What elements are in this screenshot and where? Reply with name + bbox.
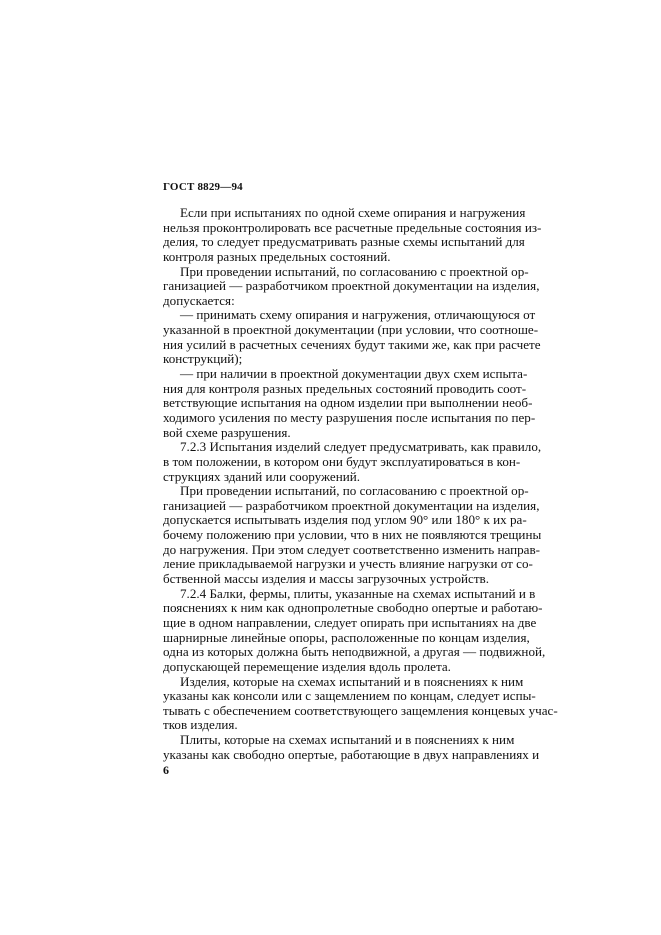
text-line: Если при испытаниях по одной схеме опирания и нагружения	[180, 205, 526, 220]
paragraph	[163, 732, 540, 762]
text-line: шарнирные линейные опоры, расположенные по концам изделия,	[163, 629, 530, 645]
text-line: ганизацией — разработчиком проектной документации на изделия,	[163, 497, 540, 513]
document-body	[163, 205, 558, 762]
text-line: струкциях зданий или сооружений.	[163, 468, 360, 484]
text-line: 7.2.3 Испытания изделий следует предусматривать, как правило,	[180, 439, 542, 455]
text-line: тков изделия.	[163, 717, 238, 733]
text-line: ветствующие испытания на одном изделии при выполнении необ-	[163, 395, 533, 411]
document-header: ГОСТ 8829—94	[163, 181, 243, 193]
text-line: допускается:	[163, 292, 235, 308]
text-line: вой схеме разрушения.	[163, 424, 291, 440]
page-number: 6	[163, 763, 169, 777]
text-line: делия, то следует предусматривать разные схемы испытаний для	[163, 234, 525, 250]
text-line: допускается испытывать изделия под углом 90° или 180° к их ра-	[163, 512, 527, 528]
text-line: Плиты, которые на схемах испытаний и в пояснениях к ним	[180, 732, 515, 748]
text-line: 7.2.4 Балки, фермы, плиты, указанные на схемах испытаний и в	[180, 585, 536, 601]
paragraph	[163, 483, 542, 587]
text-line: тывать с обеспечением соответствующего защемления концевых учас-	[163, 702, 558, 718]
text-line: указанной в проектной документации (при условии, что соотноше-	[163, 322, 539, 338]
text-line: указаны как консоли или с защемлением по концам, следует испы-	[163, 688, 536, 704]
text-line: конструкций);	[163, 351, 243, 367]
text-line: контроля разных предельных состояний.	[163, 248, 391, 264]
text-line: ганизацией — разработчиком проектной документации на изделия,	[163, 278, 540, 294]
text-line: в том положении, в котором они будут эксплуатироваться в кон-	[163, 453, 521, 469]
text-line: ния для контроля разных предельных состояний проводить соот-	[163, 380, 527, 396]
text-line: бственной массы изделия и массы загрузочных устройств.	[163, 571, 490, 587]
text-line: ния усилий в расчетных сечениях будут такими же, как при расчете	[163, 336, 541, 352]
text-line: допускающей перемещение изделия вдоль пролета.	[163, 658, 451, 674]
paragraph	[163, 307, 541, 367]
paragraph	[163, 439, 542, 484]
paragraph	[163, 205, 542, 265]
text-line: При проведении испытаний, по согласованию с проектной ор-	[180, 483, 529, 499]
paragraph	[163, 263, 540, 309]
text-line: до нагружения. При этом следует соответственно изменить направ-	[163, 541, 540, 557]
text-line: — принимать схему опирания и нагружения, отличающуюся от	[180, 307, 536, 323]
text-line: указаны как свободно опертые, работающие в двух направлениях и	[163, 746, 540, 762]
text-line: щие в одном направлении, следует опирать при испытаниях на две	[163, 614, 537, 630]
text-line: бочему положению при условии, что в них не появляются трещины	[163, 527, 542, 543]
text-line: ление прикладываемой нагрузки и учесть влияние нагрузки от со-	[163, 556, 533, 572]
text-line: нельзя проконтролировать все расчетные предельные состояния из-	[163, 219, 542, 235]
text-line: одна из которых должна быть неподвижной, а другая — подвижной,	[163, 644, 546, 660]
text-line: При проведении испытаний, по согласованию с проектной ор-	[180, 263, 529, 279]
paragraph	[163, 673, 558, 734]
text-line: — при наличии в проектной документации двух схем испыта-	[180, 366, 528, 382]
paragraph	[163, 366, 536, 440]
text-line: Изделия, которые на схемах испытаний и в пояснениях к ним	[180, 673, 524, 689]
text-line: ходимого усиления по месту разрушения после испытания по пер-	[163, 409, 536, 425]
paragraph	[163, 585, 546, 675]
text-line: пояснениях к ним как однопролетные свободно опертые и работаю-	[163, 600, 543, 616]
